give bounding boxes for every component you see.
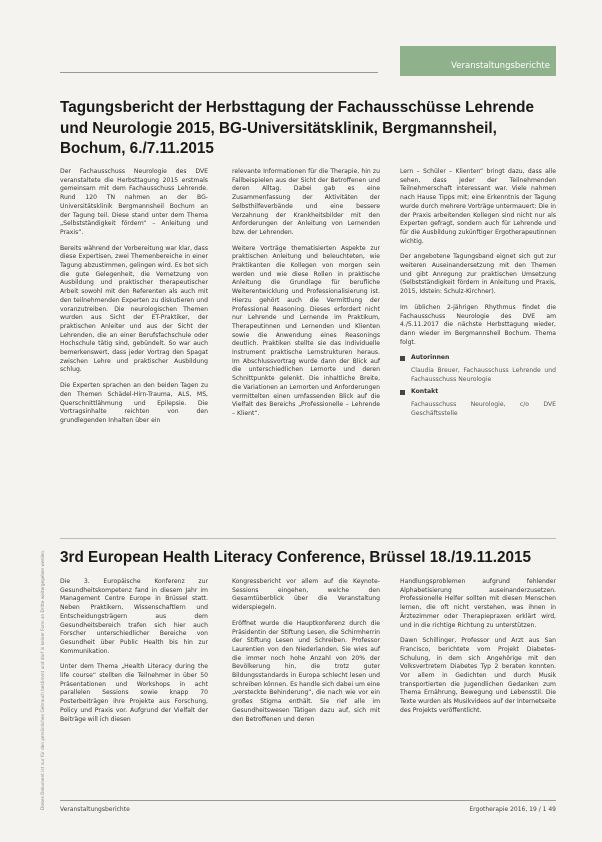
- contact-box: [400, 354, 556, 418]
- contact-value: Fachausschuss Neurologie, c/o DVE Geschäftsstelle: [411, 401, 556, 417]
- contact-label: Kontakt: [411, 388, 439, 396]
- paragraph: Handlungsproblemen aufgrund fehlender Alphabetisierung auseinanderzusetzen. Professionelle Helfer sollten mit diesen Menschen lernen, die oft nicht verstehen, was ihnen in Ärztezimmer oder Therapiepraxen erklärt wird, und in die richtige Richtung zu unterstützen.: [400, 578, 556, 629]
- side-note-text: Dieses Dokument ist nur für den persönlichen Gebrauch bestimmt und darf in keiner Form an Dritte weitergegeben werden.: [40, 549, 45, 810]
- paragraph: Unter dem Thema „Health Literacy during the life course“ stellten die Teilnehmer in über 50 Präsentationen und Workshops in acht parallelen Sessions sowie knapp 70 Posterbeiträgen ihre Projekte aus Forschung, Policy und Praxis vor. Aufgrund der Vielfalt der Beiträge will ich diesen: [60, 663, 208, 723]
- contact-value: Claudia Breuer, Fachausschuss Lehrende und Fachausschuss Neurologie: [411, 367, 556, 383]
- paragraph: Die Experten sprachen an den beiden Tagen zu den Themen Schädel-Hirn-Trauma, ALS, MS, Querschnittlähmung und Epilepsie. Die Vortragsinhalte reichten von den grundlegenden Inhalten über ein: [60, 382, 208, 424]
- paragraph: Die 3. Europäische Konferenz zur Gesundheitskompetenz fand in diesem Jahr im Management Centre Europe in Brüssel statt. Neben Praktikern, Wissenschaftlern und Entscheidungsträgern aus dem Gesundheitsbereich trafen sich hier auch Forscher unterschiedlicher Bereiche von Gesundheit über Public Health bis hin zur Kommunikation.: [60, 578, 208, 655]
- side-note: [26, 110, 45, 810]
- article2-column-1: [60, 578, 208, 731]
- paragraph: Kongressbericht vor allem auf die Keynote-Sessions eingehen, welche den Gesamtüberblick über die Veranstaltung widerspiegeln.: [232, 578, 380, 612]
- article1-title: Tagungsbericht der Herbsttagung der Fachausschüsse Lehrende und Neurologie 2015, BG-Universitätsklinik, Bergmannsheil, Bochum, 6./7.11.2015: [60, 99, 535, 157]
- paragraph: Dawn Schillinger, Professor und Arzt aus San Francisco, berichtete vom Projekt Diabetes-Schulung, in dem sich Angehörige mit den Volksvertretern Diabetes Typ 2 beraten konnten. Vor allem in Gedichten und durch Musik transportierten die Jugendlichen Gedanken zum Thema Ernährung, Bewegung und Lebensstil. Die Texte wurden als Musikvideos auf der Internetseite des Projekts veröffentlicht.: [400, 637, 556, 714]
- paragraph: Im üblichen 2-jährigen Rhythmus findet die Fachausschuss Neurologie des DVE am 4./5.11.2017 die nächste Herbsttagung wieder, dann wieder im Bergmannsheil Bochum. Thema folgt.: [400, 303, 556, 346]
- article2-column-2: [232, 578, 380, 731]
- article2-title: 3rd European Health Literacy Conference, Brüssel 18./19.11.2015: [60, 549, 532, 566]
- article2-column-3: [400, 578, 556, 723]
- contact-item: [400, 388, 556, 418]
- bullet-square-icon: [400, 356, 405, 361]
- paragraph: Der angebotene Tagungsband eignet sich gut zur weiteren Auseinandersetzung mit den Themen und gibt Anregung zur praktischen Umsetzung (Selbstständigkeit fördern in Anleitung und Praxis, 2015, Idstein: Schulz-Kirchner).: [400, 253, 556, 296]
- contact-label: Autorinnen: [411, 354, 450, 362]
- contact-item: [400, 354, 556, 384]
- paragraph: Der Fachausschuss Neurologie des DVE veranstaltete die Herbsttagung 2015 erstmals gemeinsam mit dem Fachausschuss Lehrende. Rund 120 TN nahmen an der BG-Universitätsklinik Bergmannsheil Bochum an der Tagung teil. Diese stand unter dem Thema „Selbstständigkeit fördern“ – Anleitung und Praxis“.: [60, 168, 208, 236]
- article1-column-1: [60, 168, 208, 433]
- section-tab: Veranstaltungsberichte: [400, 46, 556, 76]
- paragraph: Eröffnet wurde die Hauptkonferenz durch die Präsidentin der Stiftung Lesen, die Schirmherrin der Stiftung Lesen und Schreiben. Professor Laurentien von den Niederlanden. Sie wies auf die immer noch hohe Anzahl von 20% der Bevölkerung hin, die trotz guter Bildungsstandards in Europa schlecht lesen und schreiben können. Es handle sich dabei um eine „versteckte Behinderung“, die nach wie vor ein großes Stigma enthält. Sie rief alle im Gesundheitswesen Tätigen dazu auf, sich mit den Betroffenen und deren: [232, 619, 380, 723]
- header-rule: [60, 72, 378, 73]
- article1-column-3: [400, 168, 556, 419]
- footer-page-info: Ergotherapie 2016, 19 / 1 49: [469, 806, 556, 813]
- paragraph: Weitere Vorträge thematisierten Aspekte zur praktischen Anleitung und beleuchteten, wie Praktikanten die Kollegen von morgen sein werden und wie diese Rollen in praktische Anleitung die Grundlage für berufliche Weiterentwicklung und Professionalisierung ist. Hierzu gehört auch die Vermittlung der Professional Reasoning. Dieses erfordert nicht nur Lehrende und Lernende im Praktikum, Therapeutinnen und Lernenden und Klienten sowie die Anwendung eines Reasonings deutlich. Praktiken stellte sie das individuelle Instrument praktische Lernstrukturen heraus. Im Abschlussvortrag wurde dann der Blick auf die unterschiedlichen Lernorte und deren Schnittpunkte gelenkt. Die inhaltliche Breite, die Variationen an Lernorten und Anforderungen vermittelten einen umfassenden Blick auf die Vielfalt des Bereichs „Professionelle – Lehrende – Klient“.: [232, 244, 380, 417]
- paragraph: relevante Informationen für die Therapie, hin zu Fallbeispielen aus der Sicht der Betroffenen und deren Alltag. Dabei gab es eine Zusammenfassung der Aktivitäten der Selbsthilfeverbände und eine bessere Verzahnung der Krankheitsbilder mit den Anforderungen der Anleitung von Lernenden bzw. der Lehrenden.: [232, 168, 380, 236]
- footer-rule: [60, 800, 556, 801]
- paragraph: Lern – Schüler – Klienten“ bringt dazu, dass alle sehen, dass jeder der Teilnehmenden Teilnehmerschaft interessant war. Viele nahmen nach Hause Tipps mit; eine Erkenntnis der Tagung wurde durch mehrere Vorträge untermauert: Die in der Praxis arbeitenden Kollegen sind nicht nur als Experten gefragt, sondern auch für Lehrende und für die Ausbildung zukünftiger Ergotherapeutinnen wichtig.: [400, 168, 556, 245]
- paragraph: Bereits während der Vorbereitung war klar, dass diese Expertisen, zwei Themenbereiche in einer Tagung abzustimmen, gelingen wird. Es bot sich die gute Gelegenheit, die Vernetzung von Ausbildung und praktischer therapeutischer Arbeit sowohl mit den Referenten als auch mit den teilnehmenden Experten zu diskutieren und voranzutreiben. Die neurologischen Themen wurden aus Sicht der ET-Praktiker, der praktischen Anleiter und aus der Sicht der Lehrenden, die an einer Berufsfachschule oder Hochschule tätig sind, gebündelt. So war auch bemerkenswert, dass jeder Vortrag den Spagat zwischen Lehre und praktischer Ausbildung schlug.: [60, 244, 208, 374]
- bullet-square-icon: [400, 390, 405, 395]
- section-divider: [60, 538, 556, 539]
- footer-section: Veranstaltungsberichte: [60, 806, 130, 813]
- article1-column-2: [232, 168, 380, 426]
